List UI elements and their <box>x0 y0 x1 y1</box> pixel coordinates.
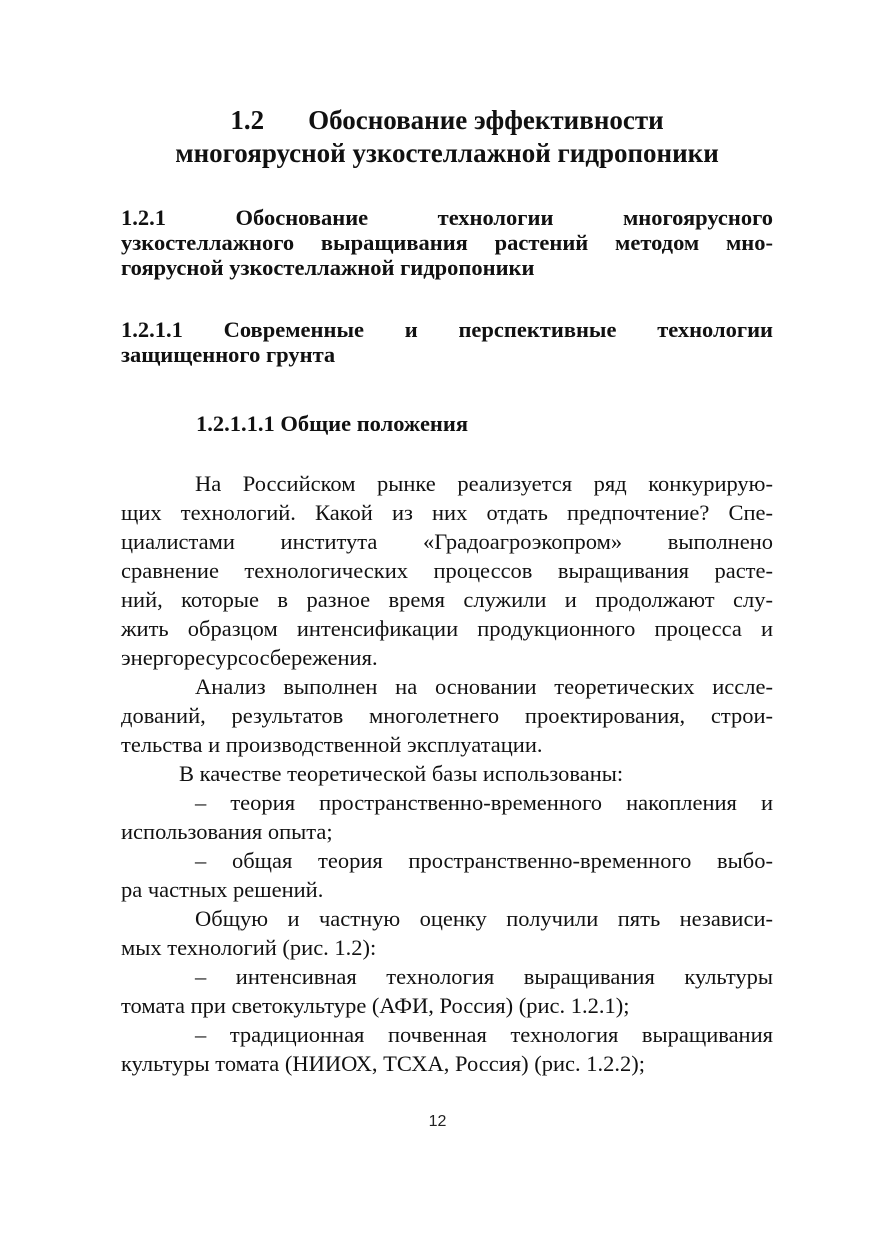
text-line: Общую и частную оценку получили пять независи- <box>195 906 773 931</box>
paragraph-4 <box>121 904 773 962</box>
text-line: энергоресурсосбережения. <box>121 645 378 670</box>
list-item-2 <box>121 846 773 904</box>
text-line: – традиционная почвенная технология выращивания <box>195 1022 773 1047</box>
subsubsection-heading-line2: защищенного грунта <box>121 342 336 367</box>
text-line: дований, результатов многолетнего проектирования, строи- <box>121 703 773 728</box>
subsection-number: 1.2.1 <box>121 205 166 230</box>
subsection-word-1: Обоснование <box>235 205 369 230</box>
subsection-word-2: технологии <box>437 205 554 230</box>
subsubsection-word-3: перспективные <box>458 317 617 342</box>
list-item-3 <box>121 962 773 1020</box>
subsubsection-word-2: и <box>404 317 418 342</box>
list-item-4 <box>121 1020 773 1078</box>
subsection-heading-line2: узкостеллажного выращивания растений методом мно- <box>121 230 773 255</box>
section-number: 1.2 <box>230 105 265 135</box>
text-line: – интенсивная технология выращивания культуры <box>195 964 773 989</box>
text-line: – теория пространственно-временного накопления и <box>195 790 773 815</box>
text-line: культуры томата (НИИОХ, ТСХА, Россия) (рис. 1.2.2); <box>121 1051 646 1076</box>
subsection-word-3: многоярусного <box>622 205 774 230</box>
paragraph-1 <box>121 469 773 672</box>
page-number: 12 <box>428 1113 447 1130</box>
text-line: сравнение технологических процессов выращивания расте- <box>121 558 773 583</box>
text-line: Анализ выполнен на основании теоретических иссле- <box>195 674 773 699</box>
text-line: использования опыта; <box>121 819 333 844</box>
text-line: – общая теория пространственно-временного выбо- <box>195 848 773 873</box>
page-content <box>121 104 773 1078</box>
text-line: томата при светокультуре (АФИ, Россия) (рис. 1.2.1); <box>121 993 630 1018</box>
subsubsection-heading-line1 <box>121 317 773 342</box>
subsubsection-number: 1.2.1.1 <box>121 317 183 342</box>
subsection-heading <box>121 205 773 280</box>
subsection-heading-line1 <box>121 205 773 230</box>
body-text <box>121 469 773 1078</box>
subsubsection-word-1: Современные <box>223 317 364 342</box>
text-line: В качестве теоретической базы использованы: <box>179 761 624 786</box>
subsubsubsection-heading: 1.2.1.1.1 Общие положения <box>196 411 469 436</box>
text-line: щих технологий. Какой из них отдать предпочтение? Спе- <box>121 500 773 525</box>
paragraph-2 <box>121 672 773 759</box>
list-item-1 <box>121 788 773 846</box>
text-line: На Российском рынке реализуется ряд конкурирую- <box>195 471 773 496</box>
subsubsection-heading <box>121 317 773 367</box>
section-title-line1: Обоснование эффективности <box>308 105 664 135</box>
text-line: циалистами института «Градоагроэкопром» выполнено <box>121 529 773 554</box>
text-line: тельства и производственной эксплуатации. <box>121 732 543 757</box>
text-line: жить образцом интенсификации продукционного процесса и <box>121 616 773 641</box>
subsection-heading-line3: гоярусной узкостеллажной гидропоники <box>121 255 535 280</box>
section-heading <box>121 104 773 170</box>
text-line: ра частных решений. <box>121 877 324 902</box>
section-title-line2: многоярусной узкостеллажной гидропоники <box>175 138 719 168</box>
subsubsection-word-4: технологии <box>657 317 774 342</box>
text-line: мых технологий (рис. 1.2): <box>121 935 377 960</box>
text-line: ний, которые в разное время служили и продолжают слу- <box>121 587 773 612</box>
paragraph-3 <box>121 759 773 788</box>
